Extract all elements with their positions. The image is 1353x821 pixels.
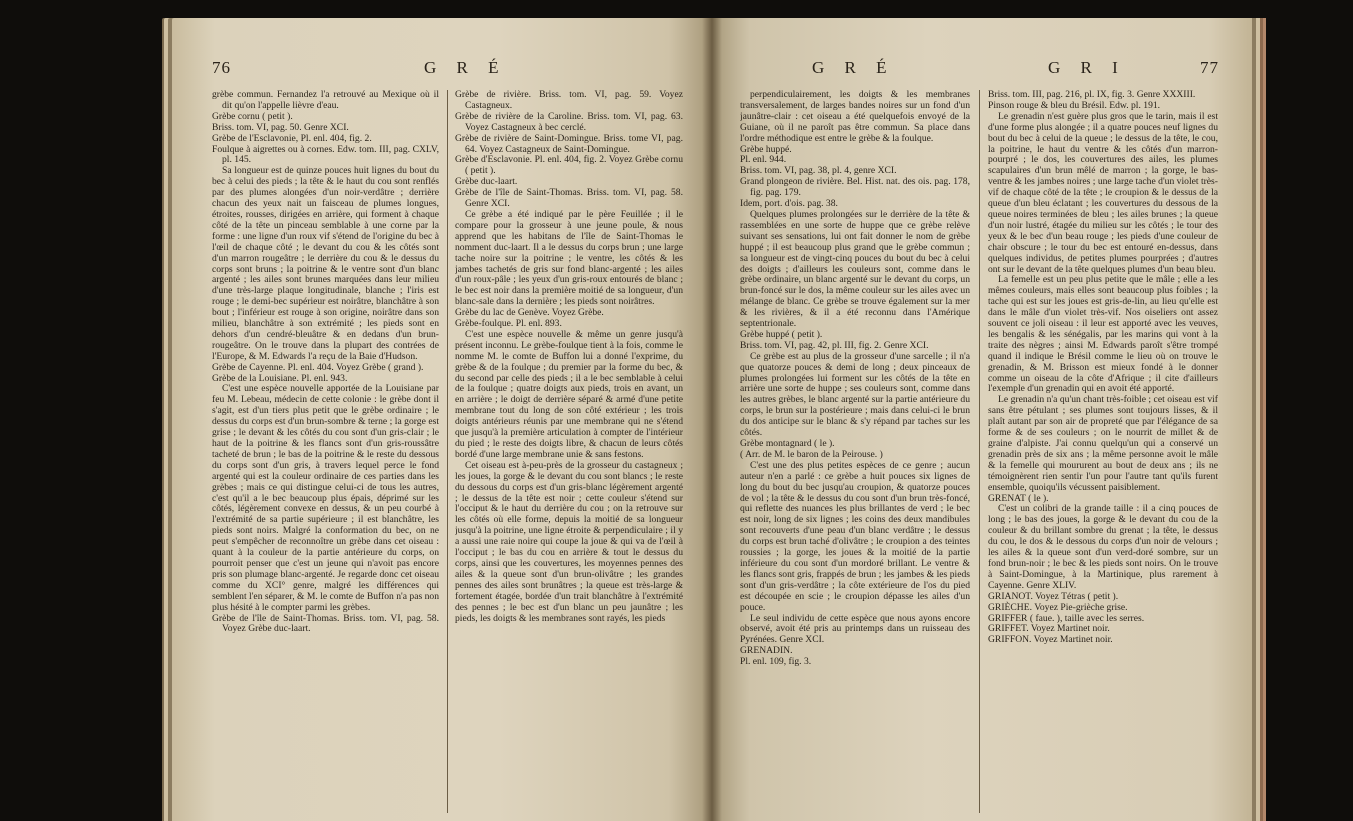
text-paragraph: Briss. tom. VI, pag. 42, pl. III, fig. 2. Genre XCI. <box>740 339 929 351</box>
right-page-number: 77 <box>1200 58 1219 77</box>
text-paragraph: Grèbe-foulque. Pl. enl. 893. <box>455 318 562 330</box>
text-paragraph: Ce grèbe a été indiqué par le père Feuillée ; il le compare pour la grosseur à une jeune poule, & nous apprend que les habitans de l'île de Saint-Thomas le nomment duc-laart. Il a le dessus du corps brun ; une large tache noire sur la poitrine ; le ventre, les côtés & les jambes tachetés de gris sur fond blanc-argenté ; les ailes d'un roux-pâle ; les yeux d'un gris-roux entourés de blanc ; le bec est noir dans la première moitié de sa longueur, d'un blanc-sale dans la dernière ; les pieds sont noirâtres. <box>455 208 683 308</box>
text-paragraph: C'est un colibri de la grande taille : il a cinq pouces de long ; le bas des joues, la gorge & le devant du cou de la couleur & du brillant sombre du grenat ; la tête, le dessus du cou, le dos & le dessous du corps d'un noir de velours ; les ailes & la queue sont d'un verd-doré sombre, sur un fond brun-noir ; le bec & les pieds sont noirs. On le trouve à Saint-Domingue, à la Martinique, plus rarement à Cayenne. Genre XLIV. <box>988 503 1218 591</box>
text-paragraph: C'est une espèce nouvelle apportée de la Louisiane par feu M. Lebeau, médecin de cette colonie : le grèbe dont il s'agit, est d'un tiers plus petit que le grèbe ordinaire ; le dessus du corps est d'un brun-sombre & terne ; la gorge est grise ; le devant & les côtés du cou sont d'un gris-clair ; le haut de la poitrine & les flancs sont d'un gris-roussâtre tacheté de brun ; le bas de la poitrine & le reste du dessous du corps sont d'un gris, à travers lequel perce le fond argenté qui est la couleur ordinaire de ces parties dans les grèbes ; mais ce qui distingue celui-ci de tous les autres, c'est qu'il a le bec beaucoup plus épais, déprimé sur les côtés, légèrement convexe en dessus, & un peu courbé à l'extrémité de sa partie supérieure ; il est blanchâtre, les pieds sont noirs. Malgré la conformation du bec, on ne peut s'empêcher de reconnoître un grèbe dans cet oiseau : quant à la couleur de la partie antérieure du corps, on pourroit penser que c'est un jeune qui n'avoit pas encore pris son plumage blanc-argenté. Je regarde donc cet oiseau comme du XCI° genre, malgré les différences qui semblent l'en séparer, & M. le comte de Buffon n'a pas non plus hésité à le compter parmi les grèbes. <box>212 383 439 613</box>
text-paragraph: Grèbe de rivière de la Caroline. Briss. tom. VI, pag. 63. Voyez Castagneux à bec cerclé. <box>455 110 683 133</box>
text-paragraph: Grèbe d'Esclavonie. Pl. enl. 404, fig. 2. Voyez Grèbe cornu ( petit ). <box>455 154 683 177</box>
text-paragraph: Sa longueur est de quinze pouces huit lignes du bout du bec à celui des pieds ; la tête & le haut du cou sont renflés par des plumes alongées d'un noir-verdâtre ; derrière chacun des yeux nait un faisceau de plumes longues, étroites, rousses, dirigées en arrière, qui forment à chaque côté de la tête un pinceau semblable à une corne par la forme : une ligne d'un roux vif s'étend de l'origine du bec à l'œil de chaque côté ; le devant du cou & les côtés sont d'un marron rougeâtre ; le derrière du cou & le dessus du corps sont bruns ; la poitrine & le ventre sont d'un blanc argenté ; les ailes sont brunes marquées dans leur milieu d'une très-large plaque longitudinale, blanche ; l'iris est rouge ; le demi-bec supérieur est noirâtre, blanchâtre à son bout ; l'inférieur est rouge à son origine, noirâtre dans son milieu, blanchâtre à son extrémité ; les pieds sont en dehors d'un cendré-bleuâtre & en dedans d'un brun-rougeâtre. On le trouve dans la plupart des contrées de l'Europe, & M. Edwards l'a reçu de la Baie d'Hudson. <box>212 165 439 362</box>
text-paragraph: GRIFFET. Voyez Martinet noir. <box>988 623 1110 635</box>
left-page <box>172 18 712 821</box>
left-page-header <box>172 58 712 88</box>
text-paragraph: C'est une espèce nouvelle & même un genre jusqu'à présent inconnu. Le grèbe-foulque tient à la fois, comme le nomme M. le comte de Buffon lui a donné l'exprime, du grèbe & de la foulque ; du premier par la forme du bec, & du second par celle des pieds ; il a le bec semblable à celui de la foulque ; quatre doigts aux pieds, trois en avant, un en arrière ; le doigt de derrière séparé & armé d'une petite membrane tout du long de son côté extérieur ; les trois doigts antérieurs réunis par une membrane qui ne s'étend que jusqu'à la première articulation à compter de l'intérieur du pied ; le reste des doigts libre, & chacun de leurs côtés bordé d'une large membrane unie & sans festons. <box>455 328 683 460</box>
column-divider <box>979 90 980 813</box>
text-paragraph: Grèbe du lac de Genève. Voyez Grèbe. <box>455 307 604 319</box>
text-paragraph: Pl. enl. 109, fig. 3. <box>740 656 812 668</box>
text-paragraph: Pl. enl. 944. <box>740 154 787 166</box>
right-running-head-left: G R É <box>812 58 895 77</box>
text-paragraph: GRENADIN. <box>740 645 793 657</box>
text-paragraph: Cet oiseau est à-peu-près de la grosseur du castagneux ; les joues, la gorge & le devant du cou sont blancs ; le reste du dessous du corps est d'un gris-blanc légèrement argenté ; le dessus de la tête est noir ; cette couleur s'étend sur l'occiput & le haut du derrière du cou ; on la retrouve sur les côtés où elle forme, depuis la moitié de sa longueur jusqu'à la poitrine, une ligne étroite & perpendiculaire ; il y a aussi une raie noire qui coupe la joue & qui va de l'œil à l'occiput ; le bas du cou en arrière & tout le dessus du corps, ainsi que les couvertures, les moyennes pennes des ailes & la queue sont d'un brun-olivâtre ; les grandes pennes des ailes sont brunâtres ; la queue est très-large & fortement étagée, bordée d'un trait blanchâtre à l'extrémité des pennes ; le bec est d'un blanc un peu jaunâtre ; les pieds, les doigts & les membranes sont rayés, les pieds <box>455 459 683 624</box>
text-paragraph: Grèbe huppé. <box>740 143 792 155</box>
text-paragraph: Briss. tom. VI, pag. 38, pl. 4, genre XCI. <box>740 165 897 177</box>
text-paragraph: Grèbe de l'île de Saint-Thomas. Briss. tom. VI, pag. 58. Voyez Grèbe duc-laart. <box>212 612 439 635</box>
text-paragraph: Idem, port. d'ois. pag. 38. <box>740 198 838 210</box>
text-paragraph: Grèbe de l'Esclavonie, Pl. enl. 404, fig. 2. <box>212 132 372 144</box>
left-page-column-1 <box>212 90 439 813</box>
text-paragraph: Le seul individu de cette espèce que nous ayons encore observé, avoit été pris au printemps dans un ruisseau des Pyrénées. Genre XCI. <box>740 612 970 646</box>
left-page-column-2 <box>455 90 683 813</box>
text-paragraph: Le grenadin n'est guère plus gros que le tarin, mais il est d'une forme plus alongée ; il a quatre pouces neuf lignes du bout du bec à celui de la queue ; le dessus de la tête, le cou, la poitrine, le haut du ventre & les côtés d'un marron-pourpré ; le dos, les couvertures des ailes, les plumes scapulaires d'un brun mêlé de marron ; la gorge, le bas-ventre & les jambes noires ; une large tache d'un violet très-vif de chaque côté de la tête ; le croupion & le dessus de la queue d'un bleu éclatant ; les couvertures du dessous de la queue noires terminées de bleu ; les ailes brunes ; la queue d'un noir lustré, étagée du milieu sur les côtés ; le tour des yeux & le bec d'un beau rouge ; les pieds d'une couleur de chair obscure ; le tour du bec est entouré en-dessus, dans quelques individus, de petites plumes pourprées ; d'autres ont sur le devant de la tête quelques plumes d'un beau bleu. <box>988 110 1218 275</box>
text-paragraph: Quelques plumes prolongées sur le derrière de la tête & rassemblées en une sorte de huppe que ce grèbe relève suivant ses sensations, lui ont fait donner le nom de grèbe huppé ; il est beaucoup plus grand que le grèbe commun ; sa longueur est de vingt-cinq pouces du bout du bec à celui des doigts ; d'ailleurs les couleurs sont, comme dans le grèbe ordinaire, un blanc argenté sur le devant du corps, un brun-foncé sur le dos, la même couleur sur les ailes avec un mélange de blanc. Ce grèbe se trouve également sur la mer & les rivières, & il a été reconnu dans l'Amérique septentrionale. <box>740 208 970 330</box>
text-paragraph: Grèbe de rivière de Saint-Domingue. Briss. tome VI, pag. 64. Voyez Castagneux de Saint-Domingue. <box>455 132 683 155</box>
text-paragraph: C'est une des plus petites espèces de ce genre ; aucun auteur n'en a parlé : ce grèbe a huit pouces six lignes de long du bout du bec jusqu'au croupion, & quatorze pouces de vol ; la tête & le dessus du cou sont d'un brun très-foncé, qui reflette des nuances les plus brillantes de verd ; le bec est noir, long de six lignes ; les coins des deux mandibules sont recouverts d'une peau d'un blanc verdâtre ; le dessus du corps est brun taché d'olivâtre ; le croupion a des teintes roussies ; la gorge, les joues & la moitié de la partie inférieure du cou sont d'un mordoré brillant. Le ventre & les flancs sont gris, frappés de brun ; les jambes & les pieds sont d'un gris-verdâtre ; la côte extérieure de l'os du pied est découpée en scie ; le croupion dépasse les ailes d'un pouce. <box>740 459 970 613</box>
text-paragraph: grèbe commun. Fernandez l'a retrouvé au Mexique où il dit qu'on l'appelle lièvre d'eau. <box>212 90 439 111</box>
text-paragraph: GRIANOT. Voyez Tétras ( petit ). <box>988 590 1119 602</box>
left-page-number: 76 <box>212 58 231 77</box>
column-divider <box>447 90 448 813</box>
right-page-column-1 <box>740 90 970 813</box>
text-paragraph: Grèbe de la Louisiane. Pl. enl. 943. <box>212 372 348 384</box>
text-paragraph: GRENAT ( le ). <box>988 492 1049 504</box>
right-page-column-2 <box>988 90 1218 813</box>
text-paragraph: Briss. tom. VI, pag. 50. Genre XCI. <box>212 121 349 133</box>
text-paragraph: Grèbe duc-laart. <box>455 176 518 188</box>
text-paragraph: Ce grèbe est au plus de la grosseur d'une sarcelle ; il n'a que quatorze pouces & demi de long ; deux pinceaux de plumes prolongées lui forment sur les côtés de la tête en arrière une sorte de huppe ; ses couleurs sont, comme dans les autres grèbes, le blanc argenté sur la partie antérieure du corps, le brun sur la postérieure ; mais dans celui-ci le brun du dos anticipe sur le blanc & s'y répand par taches sur les côtés. <box>740 350 970 439</box>
text-paragraph: Grand plongeon de rivière. Bel. Hist. nat. des ois. pag. 178, fig. pag. 179. <box>740 176 970 199</box>
text-paragraph: GRIÈCHE. Voyez Pie-grièche grise. <box>988 601 1128 613</box>
right-page <box>712 18 1252 821</box>
text-paragraph: ( Arr. de M. le baron de la Peirouse. ) <box>740 448 883 460</box>
text-paragraph: Le grenadin n'a qu'un chant très-foible ; cet oiseau est vif sans être pétulant ; ses plumes sont toujours lisses, & il plaît autant par son air de propreté que par l'élégance de sa forme & de ses couleurs ; on le nourrit de millet & de graine d'alpiste. J'ai connu quelqu'un qui a conservé un grenadin près de six ans ; la même personne avoit le mâle & la femelle qui moururent au bout de deux ans ; ils ne témoignèrent rien sentir l'un pour l'autre tant qu'ils furent ensemble, quoiqu'ils vécussent paisiblement. <box>988 394 1218 493</box>
left-running-head: G R É <box>424 58 507 77</box>
text-paragraph: perpendiculairement, les doigts & les membranes transversalement, de larges bandes noires sur un fond d'un jaunâtre-clair : cet oiseau a été quelquefois envoyé de la Guiane, où il ne paroît pas être commun. Sa place dans l'ordre méthodique est entre le grèbe & la foulque. <box>740 90 970 144</box>
text-paragraph: GRIFFON. Voyez Martinet noir. <box>988 634 1113 646</box>
text-paragraph: Grèbe montagnard ( le ). <box>740 438 835 449</box>
text-paragraph: Grèbe de rivière. Briss. tom. VI, pag. 59. Voyez Castagneux. <box>455 90 683 111</box>
text-paragraph: Foulque à aigrettes ou à cornes. Edw. tom. III, pag. CXLV, pl. 145. <box>212 143 439 166</box>
text-paragraph: Grèbe de Cayenne. Pl. enl. 404. Voyez Grèbe ( grand ). <box>212 361 424 373</box>
text-paragraph: Grèbe huppé ( petit ). <box>740 328 823 340</box>
text-paragraph: Pinson rouge & bleu du Brésil. Edw. pl. 191. <box>988 99 1161 111</box>
text-paragraph: La femelle est un peu plus petite que le mâle ; elle a les mêmes couleurs, mais elles sont beaucoup plus foibles ; la tache qui est sur les joues est gris-de-lin, au lieu qu'elle est dans le mâle d'un violet très-vif. Nos oiseliers ont assez souvent ce joli oiseau : il leur est apporté avec les veuves, les bengalis & les sénégalis, par les marins qui vont à la traite des nègres ; ainsi M. Edwards paroît s'être trompé quand il indique le Brésil comme le lieu où on trouve le grenadin, & M. Brisson est mieux fondé à le donner comme un oiseau de la côte d'Afrique ; il cite d'ailleurs l'exemple d'un grenadin qui en avoit été apporté. <box>988 274 1218 395</box>
text-paragraph: Briss. tom. III, pag. 216, pl. IX, fig. 3. Genre XXXIII. <box>988 90 1196 100</box>
open-book <box>150 0 1265 821</box>
text-paragraph: GRIFFER ( faue. ), taille avec les serres. <box>988 612 1145 624</box>
right-running-head-right: G R I <box>1048 58 1126 77</box>
text-paragraph: Grèbe cornu ( petit ). <box>212 110 293 122</box>
text-paragraph: Grèbe de l'île de Saint-Thomas. Briss. tom. VI, pag. 58. Genre XCI. <box>455 187 683 210</box>
right-page-header <box>712 58 1252 88</box>
